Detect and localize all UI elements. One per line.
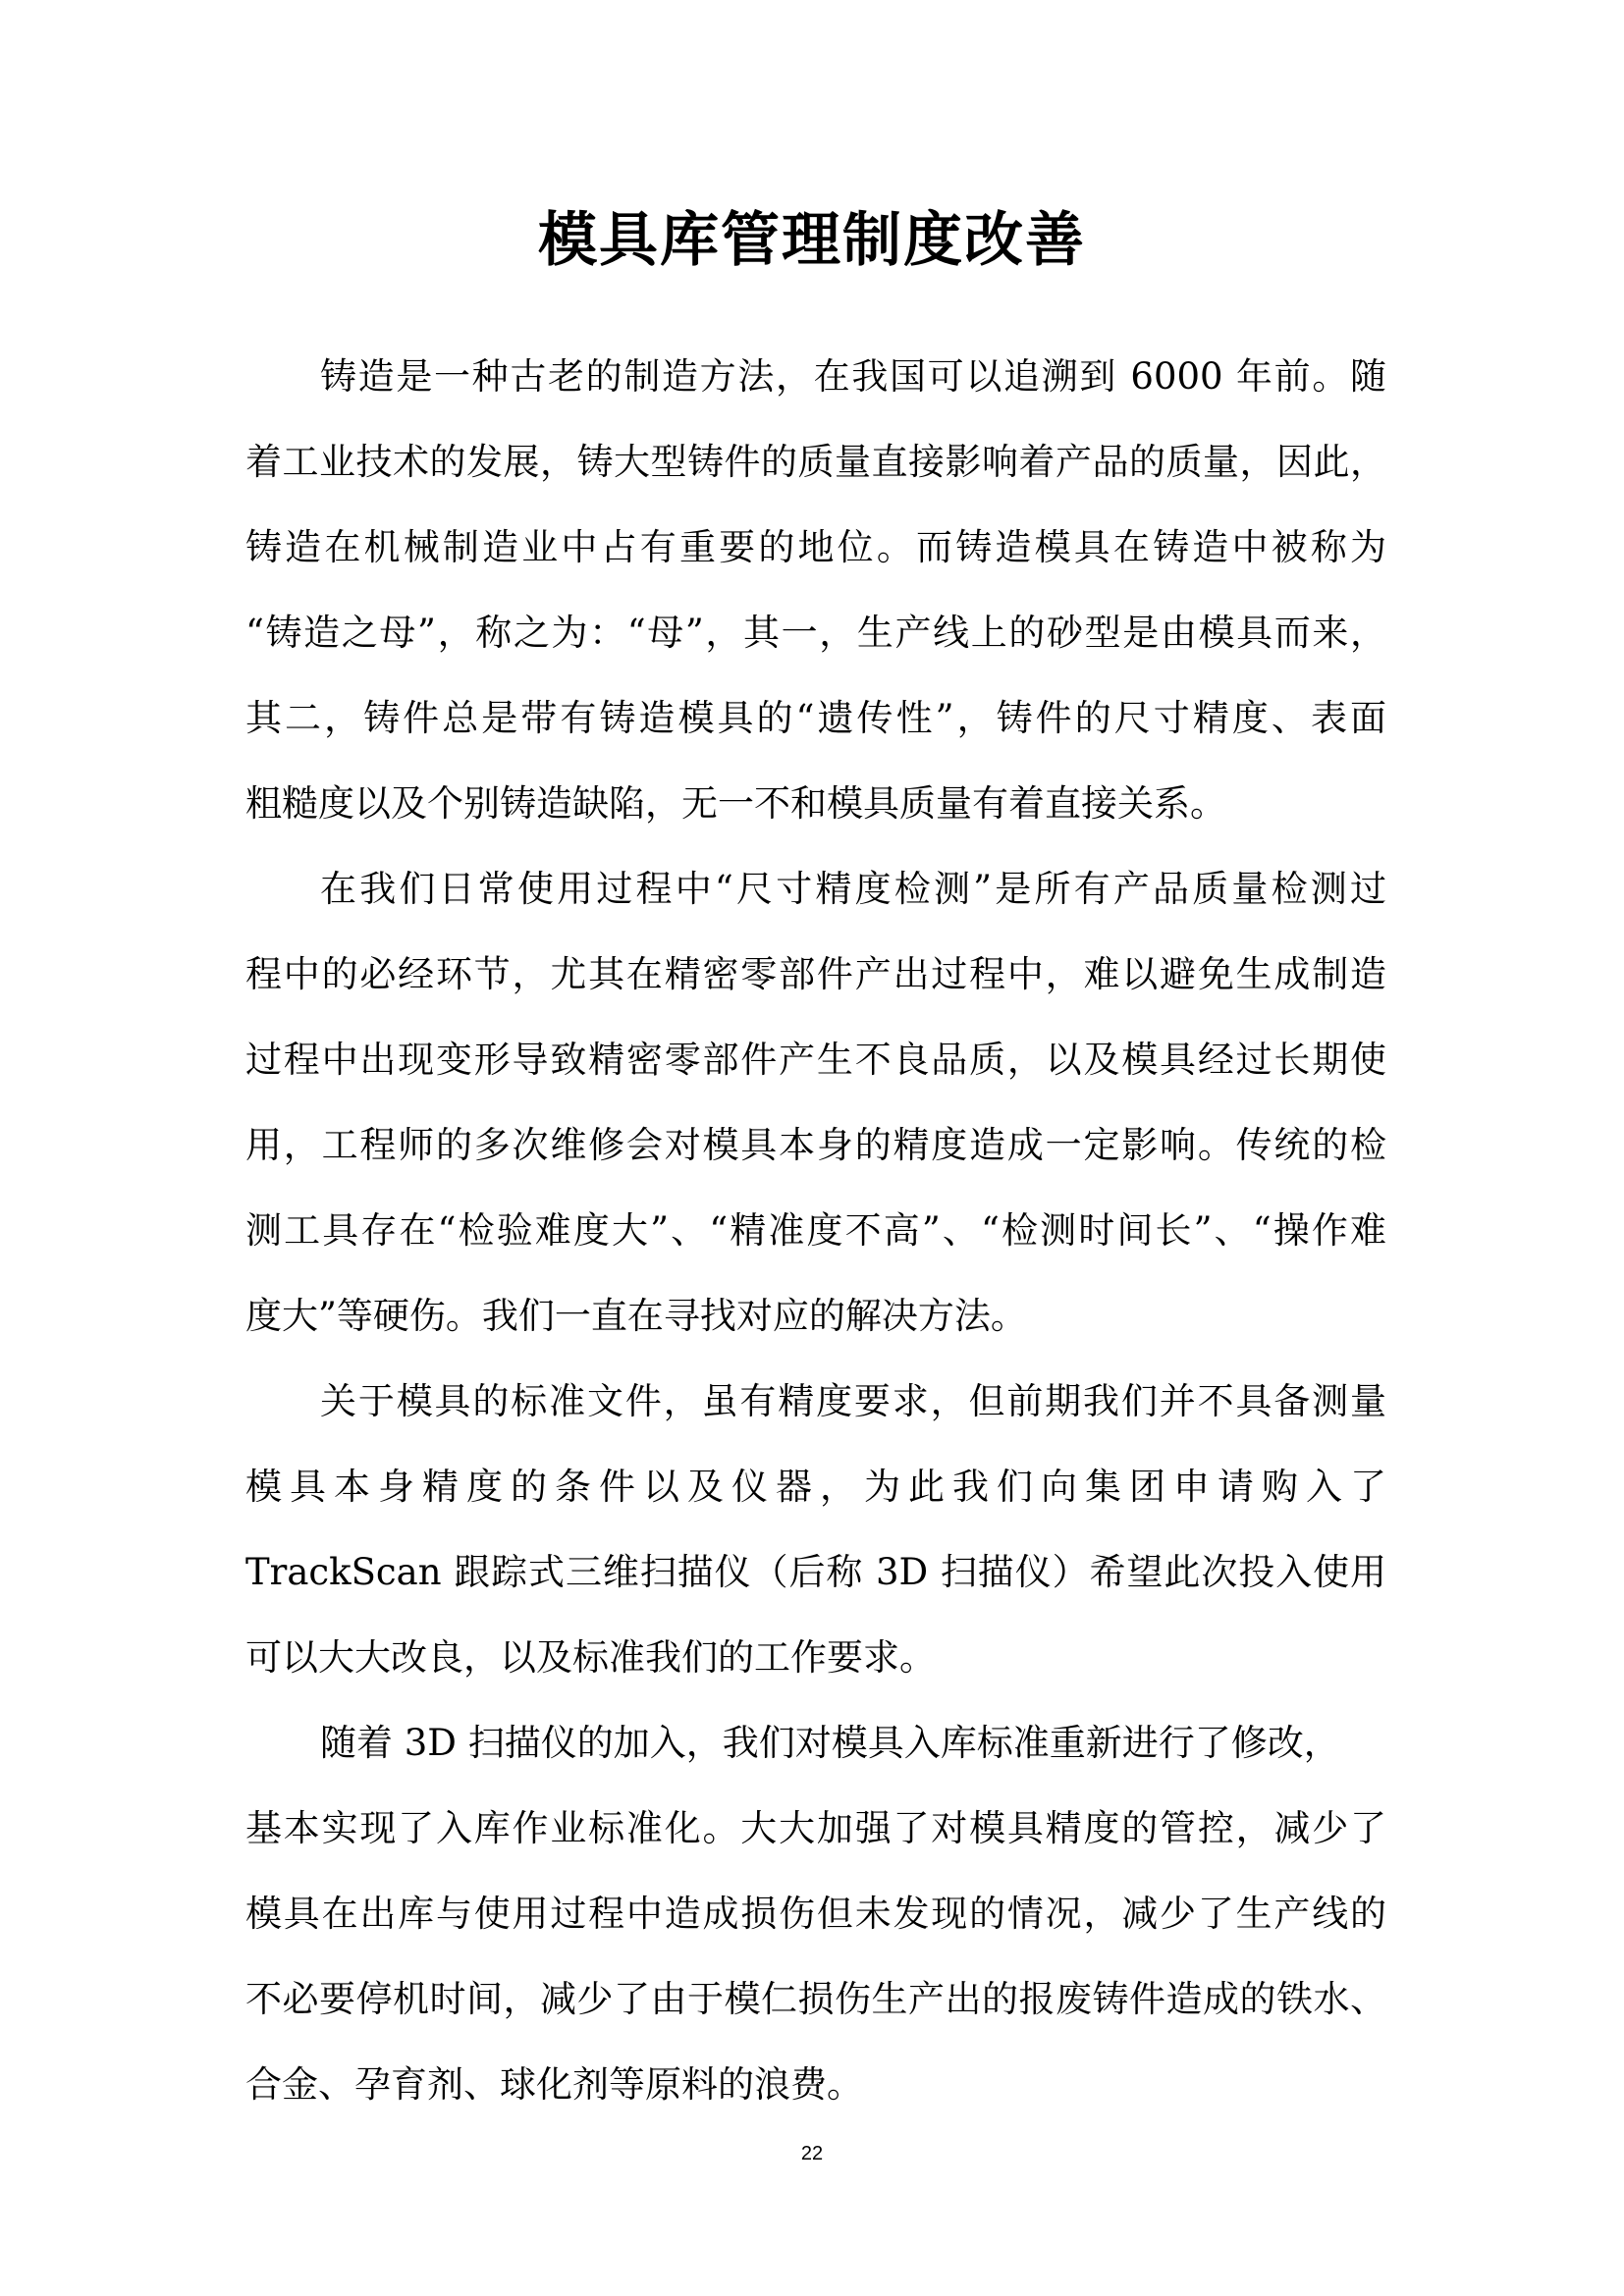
text-line: 着工业技术的发展，铸大型铸件的质量直接影响着产品的质量，因此， — [245, 441, 1386, 483]
text-line: 度大”等硬伤。我们一直在寻找对应的解决方法。 — [245, 1295, 1027, 1337]
text-line: 关于模具的标准文件，虽有精度要求，但前期我们并不具备测量 — [320, 1380, 1386, 1422]
page-title: 模具库管理制度改善 — [538, 206, 1086, 275]
text-line: 其二，铸件总是带有铸造模具的“遗传性”，铸件的尺寸精度、表面 — [245, 697, 1386, 739]
paragraph-1 — [245, 334, 1386, 846]
page-number: 22 — [800, 2143, 824, 2164]
text-line: 铸造在机械制造业中占有重要的地位。而铸造模具在铸造中被称为 — [245, 526, 1386, 568]
paragraph-3 — [245, 1359, 1386, 1700]
text-line: 基本实现了入库作业标准化。大大加强了对模具精度的管控，减少了 — [245, 1807, 1386, 1849]
paragraph-4 — [245, 1700, 1386, 2127]
text-line: 过程中出现变形导致精密零部件产生不良品质，以及模具经过长期使 — [245, 1039, 1386, 1081]
text-line: 测工具存在“检验难度大”、“精准度不高”、“检测时间长”、“操作难 — [245, 1209, 1386, 1252]
text-line: “铸造之母”，称之为：“母”，其一，生产线上的砂型是由模具而来， — [245, 612, 1386, 654]
text-line: 可以大大改良，以及标准我们的工作要求。 — [245, 1636, 936, 1679]
text-line: 不必要停机时间，减少了由于模仁损伤生产出的报废铸件造成的铁水、 — [245, 1978, 1386, 2020]
text-line: 在我们日常使用过程中“尺寸精度检测”是所有产品质量检测过 — [320, 868, 1386, 910]
text-line: 随着 3D 扫描仪的加入，我们对模具入库标准重新进行了修改， — [320, 1722, 1340, 1764]
text-line: 用，工程师的多次维修会对模具本身的精度造成一定影响。传统的检 — [245, 1124, 1386, 1166]
text-line: 模具本身精度的条件以及仪器，为此我们向集团申请购入了 — [245, 1466, 1386, 1508]
text-line: 模具在出库与使用过程中造成损伤但未发现的情况，减少了生产线的 — [245, 1893, 1386, 1935]
text-line: 粗糙度以及个别铸造缺陷，无一不和模具质量有着直接关系。 — [245, 782, 1226, 825]
text-line: 铸造是一种古老的制造方法，在我国可以追溯到 6000 年前。随 — [320, 355, 1386, 398]
text-line: 合金、孕育剂、球化剂等原料的浪费。 — [245, 2063, 863, 2106]
paragraph-2 — [245, 846, 1386, 1359]
text-line: TrackScan 跟踪式三维扫描仪（后称 3D 扫描仪）希望此次投入使用 — [245, 1551, 1386, 1593]
body-text — [245, 334, 1386, 2127]
text-line: 程中的必经环节，尤其在精密零部件产出过程中，难以避免生成制造 — [245, 953, 1386, 995]
